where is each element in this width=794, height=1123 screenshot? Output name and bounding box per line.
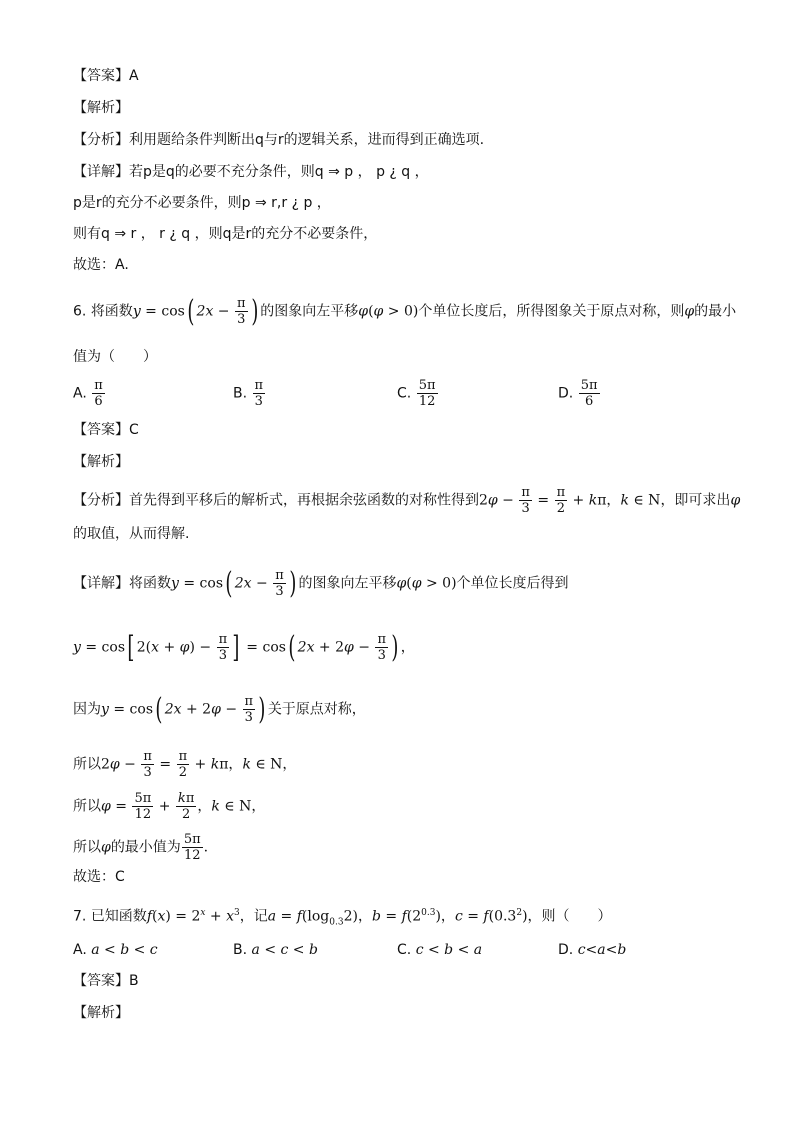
fenxi-label: 【分析】	[73, 492, 129, 509]
detail-line-2-q6: 因为y = cos( 2x + 2φ − $\frac{\pi}{3}$ ) 关于原点对称，	[73, 691, 366, 727]
stem-text: 的最小	[694, 303, 737, 320]
option-c	[397, 378, 439, 409]
detail-text: 则有q ⇒ r ， r ¿ q ，则q是r的充分不必要条件，	[73, 226, 378, 242]
option-text: c < b < a	[415, 942, 483, 958]
detail-text: 所以	[73, 756, 101, 773]
option-letter: D.	[558, 942, 574, 958]
option-text: a < b < c	[91, 942, 158, 958]
option-letter: B.	[233, 385, 248, 402]
question-number: 7.	[73, 908, 87, 925]
answer-line-q7	[73, 971, 139, 991]
answer-value: B	[129, 973, 139, 989]
option-d	[558, 940, 626, 960]
fenxi-line-q6: 【分析】首先得到平移后的解析式，再根据余弦函数的对称性得到2φ − $\frac{\pi}{3}$ = $\frac{\pi}{2}$ + kπ，k ∈ N，即可求出φ	[73, 485, 741, 516]
detail-text: 所以	[73, 839, 101, 856]
option-letter: D.	[558, 385, 574, 402]
choice-line-q6	[73, 867, 125, 887]
guxuan-label: 故选：	[73, 869, 115, 885]
option-a	[73, 940, 158, 960]
stem-text: 的图象向左平移	[260, 303, 359, 320]
xiangjie-label: 【详解】	[73, 164, 129, 180]
answer-label: 【答案】	[73, 422, 129, 438]
question-6-stem: 6. 将函数y = cos( 2x − $\frac{\pi}{3}$ ) 的图象向左平移φ(φ > 0)个单位长度后，所得图象关于原点对称，则φ的最小	[73, 293, 737, 329]
option-fraction: $\frac{5\pi}{6}$	[580, 378, 598, 409]
detail-line-2-q5	[73, 193, 331, 213]
fenxi-text: 的取值，从而得解.	[73, 526, 190, 542]
detail-text: 若p是q的必要不充分条件，则q ⇒ p ， p ¿ q ，	[129, 164, 429, 180]
choice-value: C	[115, 869, 125, 885]
choice-value: A.	[115, 257, 129, 273]
detail-text: 因为	[73, 701, 101, 718]
detail-line-3-q6: 所以2φ − $\frac{\pi}{3}$ = $\frac{\pi}{2}$ + kπ，k ∈ N，	[73, 749, 297, 780]
detail-line-3-q5	[73, 224, 377, 244]
detail-text: 关于原点对称，	[267, 701, 366, 718]
fenxi-text: ，即可求出	[660, 492, 731, 509]
detail-text: 的最小值为	[110, 839, 181, 856]
stem-text: 个单位长度后，所得图象关于原点对称，则	[418, 303, 685, 320]
option-text: a < c < b	[251, 942, 318, 958]
option-letter: B.	[233, 942, 248, 958]
detail-text: 的图象向左平移	[298, 575, 397, 592]
detail-line-4-q6: 所以φ = $\frac{5\pi}{12}$ + $\frac{k\pi}{2}$ ，k ∈ N，	[73, 791, 266, 822]
answer-value: C	[129, 422, 139, 438]
detail-line-5-q6: 所以φ的最小值为 $\frac{5\pi}{12}$ .	[73, 832, 209, 863]
analysis-heading-q6	[73, 452, 129, 472]
stem-text: ，则（ ）	[527, 908, 612, 925]
option-fraction: $\frac{\pi}{3}$	[254, 378, 264, 409]
analysis-heading-q5	[73, 98, 129, 118]
fenxi-label: 【分析】	[73, 132, 129, 148]
analysis-label: 【解析】	[73, 1005, 129, 1021]
answer-label: 【答案】	[73, 973, 129, 989]
answer-value: A	[129, 68, 139, 84]
option-d	[558, 378, 601, 409]
choice-line-q5	[73, 255, 129, 275]
guxuan-label: 故选：	[73, 257, 115, 273]
detail-text: 个单位长度后得到	[456, 575, 569, 592]
option-b	[233, 940, 318, 960]
analysis-label: 【解析】	[73, 454, 129, 470]
fenxi-text: 首先得到平移后的解析式，再根据余弦函数的对称性得到	[129, 492, 479, 509]
option-text: c<a<b	[577, 942, 627, 958]
detail-text: 所以	[73, 798, 101, 815]
stem-text: 将函数	[90, 303, 133, 320]
formula: y	[132, 303, 141, 320]
detail-text: p是r的充分不必要条件，则p ⇒ r,r ¿ p ，	[73, 195, 331, 211]
answer-line-q6	[73, 420, 139, 440]
option-letter: C.	[397, 385, 412, 402]
question-6-stem-cont	[73, 347, 157, 367]
question-number: 6.	[73, 303, 87, 320]
option-c	[397, 940, 482, 960]
detail-text: 将函数	[129, 575, 171, 592]
answer-label: 【答案】	[73, 68, 129, 84]
stem-text: 已知函数	[90, 908, 147, 925]
fraction: $\frac{\pi}{3}$	[237, 296, 246, 327]
option-b	[233, 378, 266, 409]
detail-line-1-q6: 【详解】将函数y = cos( 2x − $\frac{\pi}{3}$ ) 的图象向左平移φ(φ > 0)个单位长度后得到	[73, 565, 569, 601]
option-letter: C.	[397, 942, 412, 958]
fenxi-line-q5	[73, 130, 484, 150]
analysis-label: 【解析】	[73, 100, 129, 116]
analysis-heading-q7	[73, 1003, 129, 1023]
answer-line-q5	[73, 66, 139, 86]
stem-text: 值为（ ）	[73, 349, 157, 365]
question-7-stem: 7. 已知函数$f(x) = 2^x + x^3$，记$a = f(\log_{0.3}2)$，$b = f(2^{0.3})$，$c = f(0.3^2)$，则（ ）	[73, 908, 612, 928]
option-letter: A.	[73, 942, 87, 958]
fenxi-text: 利用题给条件判断出q与r的逻辑关系，进而得到正确选项.	[129, 132, 485, 148]
option-a	[73, 378, 106, 409]
xiangjie-label: 【详解】	[73, 575, 129, 592]
option-letter: A.	[73, 385, 87, 402]
fenxi-line-q6-cont	[73, 524, 189, 544]
option-fraction: $\frac{\pi}{6}$	[94, 378, 103, 409]
detail-line-1-q5	[73, 162, 429, 182]
option-fraction: $\frac{5\pi}{12}$	[418, 378, 436, 409]
detail-formula-1-q6: y = cos[ 2(x + φ) − $\frac{\pi}{3}$ ] = cos( 2x + 2φ − $\frac{\pi}{3}$ ) ，	[73, 629, 415, 665]
stem-text: ，记	[239, 908, 268, 925]
